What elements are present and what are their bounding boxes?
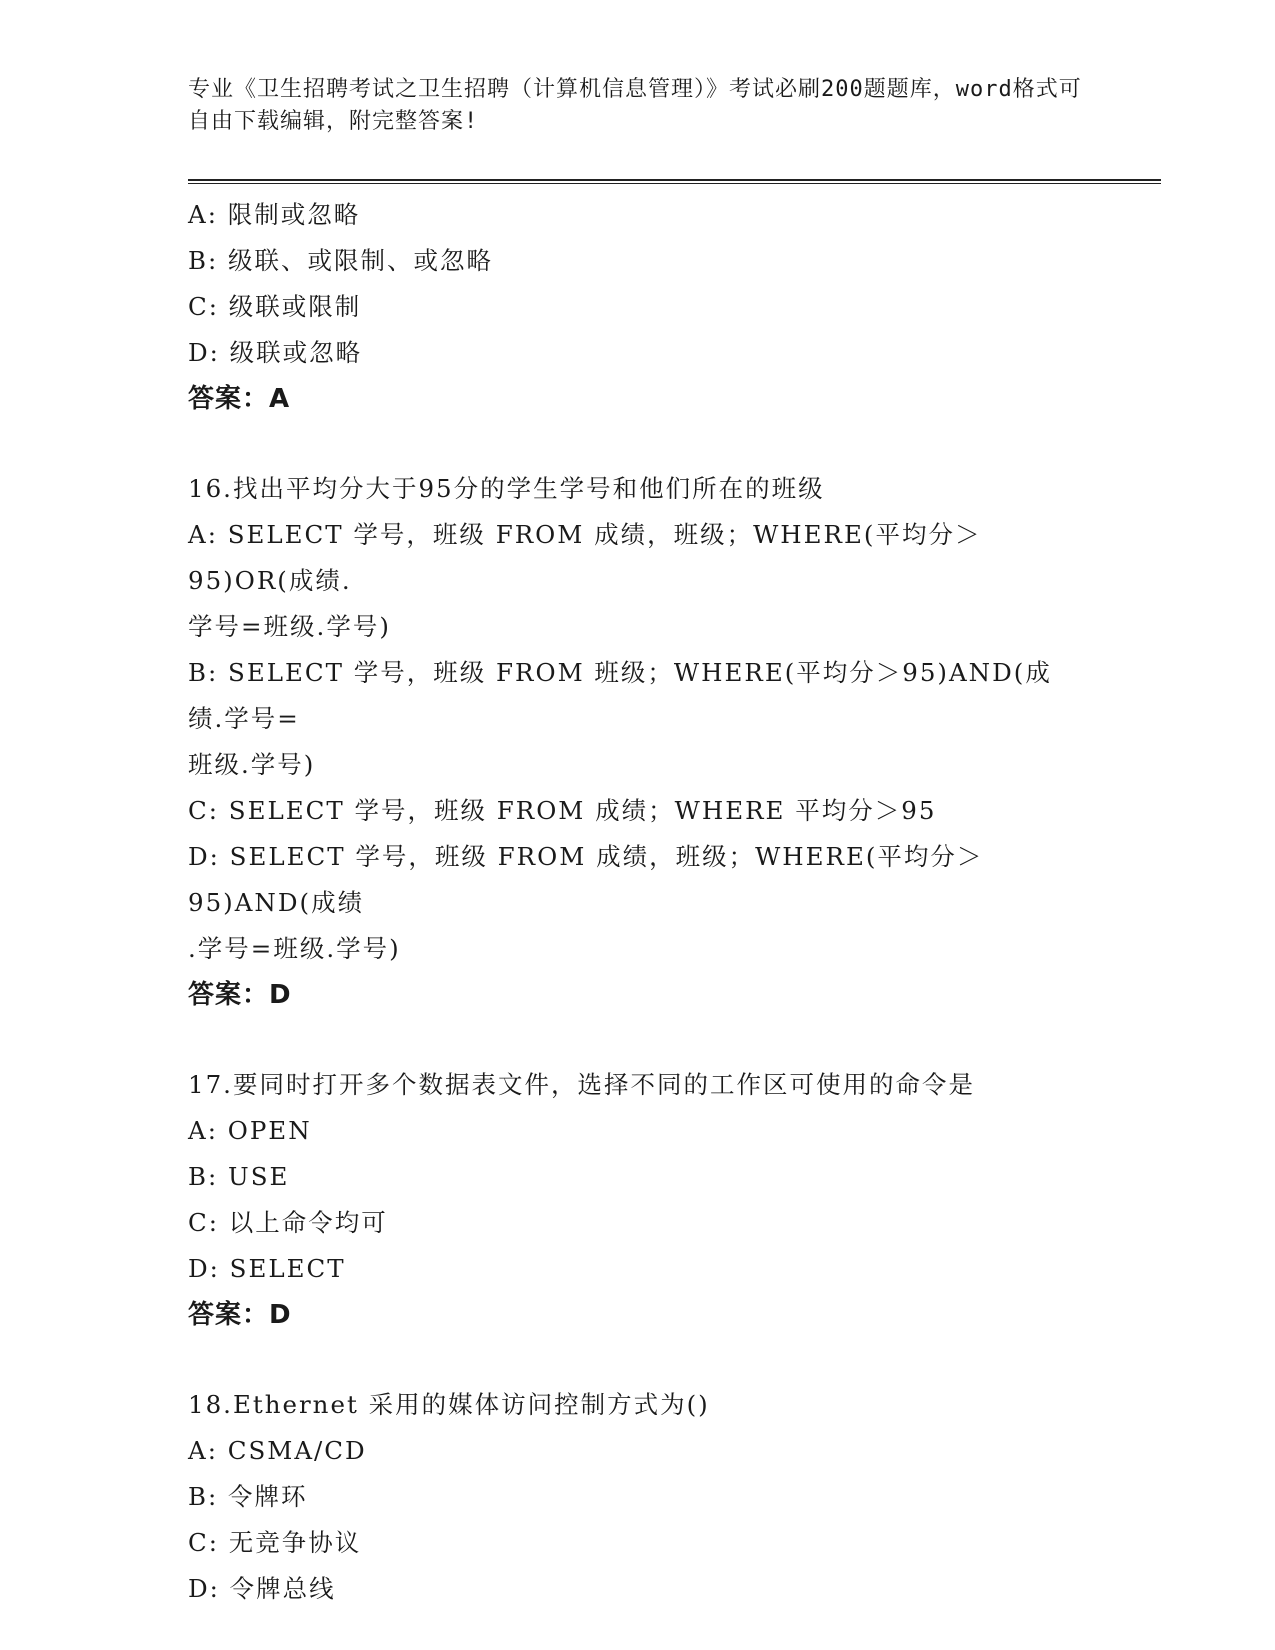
question-block [188, 1382, 1088, 1612]
option-a: A: 限制或忽略 [188, 200, 361, 229]
option-a: A: SELECT 学号，班级 FROM 成绩，班级；WHERE(平均分＞95)OR(成绩. [188, 520, 982, 595]
option-b: B: SELECT 学号，班级 FROM 班级；WHERE(平均分＞95)AND(成绩.学号= [188, 658, 1052, 733]
option-d: D: 级联或忽略 [188, 338, 363, 367]
option-d: D: 令牌总线 [188, 1574, 336, 1603]
answer-line: 答案：D [188, 980, 292, 1010]
question-block [188, 466, 1088, 1018]
option-b: B: 令牌环 [188, 1482, 308, 1511]
option-a: A: CSMA/CD [188, 1436, 367, 1465]
option-d-cont: .学号=班级.学号) [188, 934, 401, 963]
header-rule-thin [188, 183, 1161, 184]
option-b: B: USE [188, 1162, 290, 1191]
option-c: C: 无竞争协议 [188, 1528, 362, 1557]
answer-line: 答案：D [188, 1300, 292, 1330]
option-b: B: 级联、或限制、或忽略 [188, 246, 494, 275]
option-c: C: SELECT 学号，班级 FROM 成绩；WHERE 平均分＞95 [188, 796, 937, 825]
question-text: 16.找出平均分大于95分的学生学号和他们所在的班级 [188, 474, 825, 503]
question-block [188, 1062, 1088, 1338]
question-text: 18.Ethernet 采用的媒体访问控制方式为() [188, 1390, 710, 1419]
question-text: 17.要同时打开多个数据表文件，选择不同的工作区可使用的命令是 [188, 1070, 975, 1099]
option-d: D: SELECT [188, 1254, 346, 1283]
option-a-cont: 学号=班级.学号) [188, 612, 391, 641]
option-d: D: SELECT 学号，班级 FROM 成绩，班级；WHERE(平均分＞95)AND(成绩 [188, 842, 984, 917]
question-block [188, 192, 1088, 422]
option-c: C: 以上命令均可 [188, 1208, 388, 1237]
option-b-cont: 班级.学号) [188, 750, 316, 779]
answer-line: 答案：A [188, 384, 291, 414]
document-header: 专业《卫生招聘考试之卫生招聘（计算机信息管理）》考试必刷200题题库，word格式可自由下载编辑，附完整答案! [188, 77, 1082, 134]
option-c: C: 级联或限制 [188, 292, 362, 321]
question-content [188, 192, 1088, 1612]
header-rule-thick [188, 179, 1161, 181]
option-a: A: OPEN [188, 1116, 312, 1145]
